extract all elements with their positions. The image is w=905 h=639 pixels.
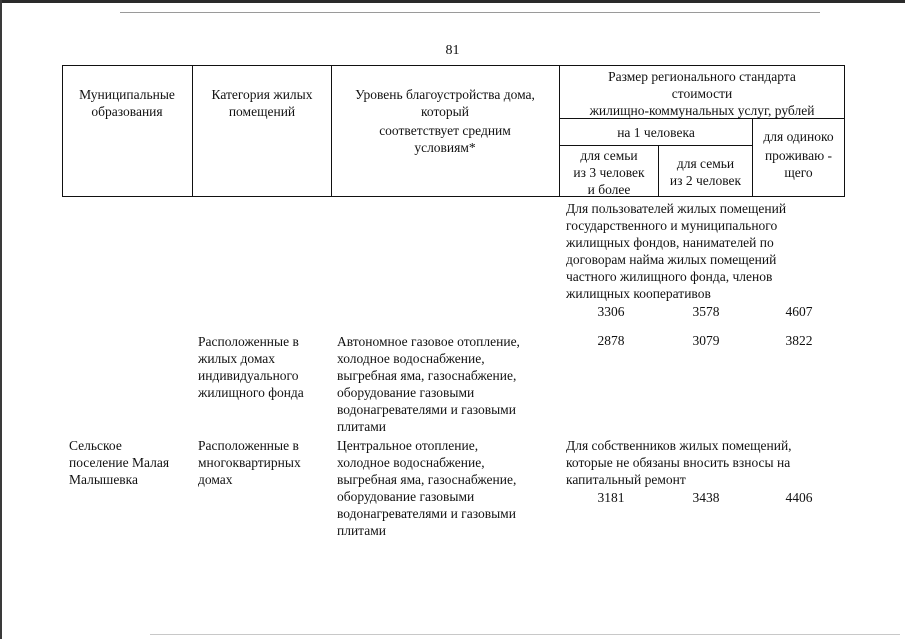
page-number: 81 — [445, 43, 460, 58]
header-family-2: для семьи из 2 человек — [669, 156, 742, 188]
row-individual-value-family2: 3079 — [692, 333, 720, 348]
scan-edge-left — [0, 0, 2, 639]
header-municipality: Муниципальные образования — [79, 87, 175, 119]
row-apartment-category: Расположенные в многоквартирных домах — [198, 438, 301, 487]
row-apartment-value-family3: 3181 — [597, 490, 625, 505]
row-individual-category: Расположенные в жилых домах индивидуального жилищного фонда — [198, 334, 304, 400]
header-category: Категория жилых помещений — [211, 87, 313, 119]
users-value-family3: 3306 — [597, 304, 625, 319]
owners-note: Для собственников жилых помещений, которые не обязаны вносить взносы на капитальный ремонт — [566, 438, 792, 487]
row-individual-value-single: 3822 — [785, 333, 813, 348]
users-value-single: 4607 — [785, 304, 813, 319]
row-apartment-value-single: 4406 — [785, 490, 813, 505]
scan-edge-top — [0, 0, 905, 3]
row-apartment-value-family2: 3438 — [692, 490, 720, 505]
row-apartment-municipality: Сельское поселение Малая Малышевка — [69, 438, 170, 487]
users-note: Для пользователей жилых помещений государственного и муниципального жилищных фондов, нанимателей по договорам найма жилых помещений частного жилищного фонда, членов жилищных кооперативов — [566, 201, 787, 301]
header-cost-title: Размер регионального стандарта стоимости жилищно-коммунальных услуг, рублей — [589, 69, 815, 118]
users-value-family2: 3578 — [692, 304, 720, 319]
header-divider-col2 — [192, 65, 193, 197]
header-comfort-level: Уровень благоустройства дома, который соответствует средним условиям* — [355, 87, 535, 155]
header-family-3: для семьи из 3 человек и более — [573, 148, 645, 197]
header-per-person: на 1 человека — [617, 125, 695, 140]
row-individual-value-family3: 2878 — [597, 333, 625, 348]
header-border-left — [62, 65, 63, 197]
header-border-right — [844, 65, 845, 197]
row-apartment-level: Центральное отопление, холодное водоснабжение, выгребная яма, газоснабжение, оборудование газовыми водонагревателями и газовыми плитами — [337, 438, 517, 538]
row-individual-level: Автономное газовое отопление, холодное водоснабжение, выгребная яма, газоснабжение, оборудование газовыми водонагревателями и газовыми плитами — [337, 334, 520, 434]
scan-artifact-line — [150, 634, 900, 635]
header-top-border — [62, 65, 845, 66]
header-single-resident: для одиноко проживаю - щего — [763, 129, 834, 180]
header-divider-per-person — [559, 145, 752, 146]
scan-artifact-line — [120, 12, 820, 13]
header-bottom-border — [62, 196, 845, 197]
